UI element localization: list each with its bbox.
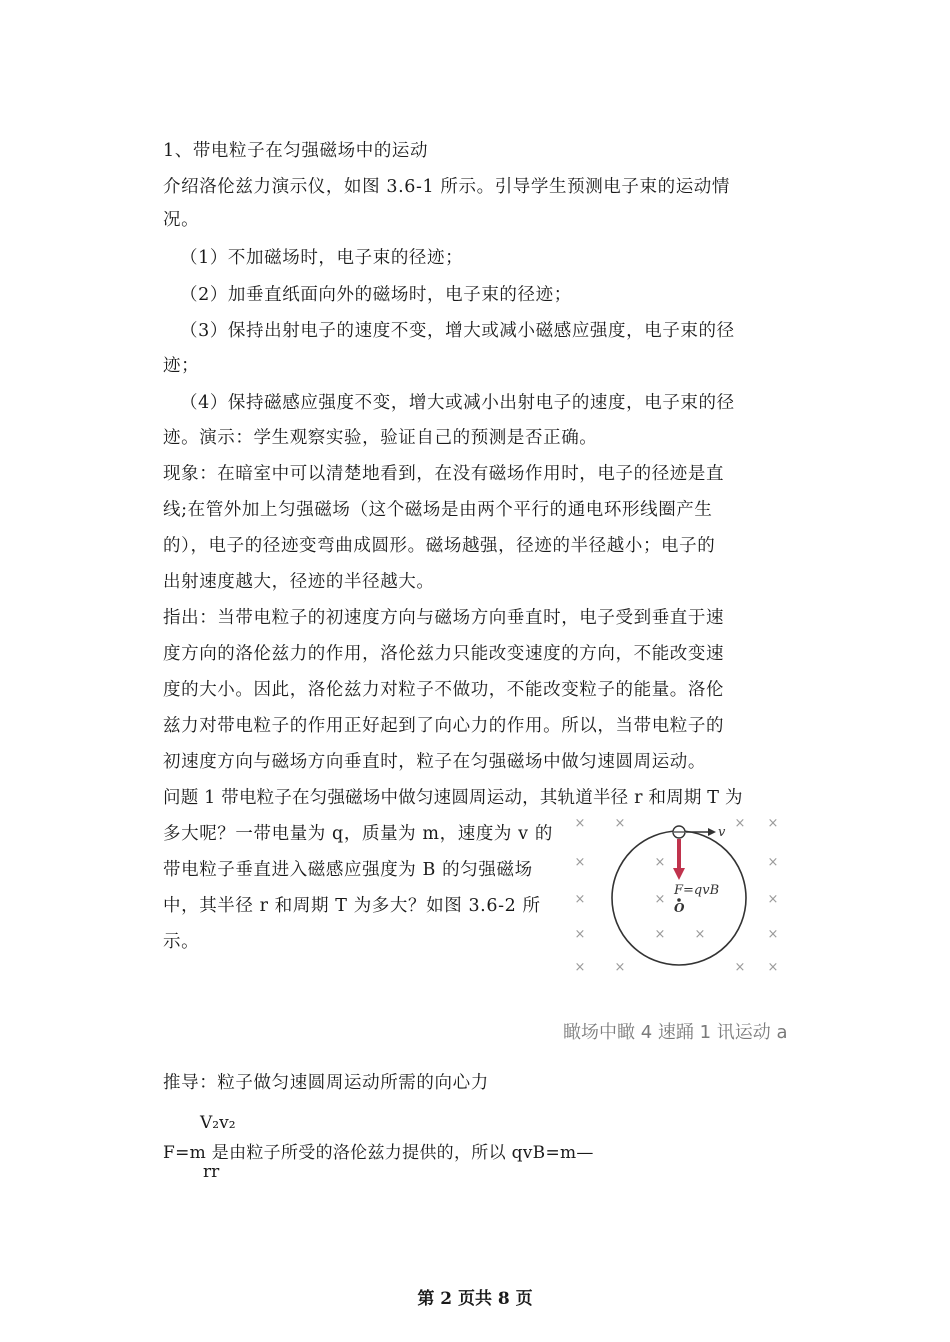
phenomenon-line: 线;在管外加上匀强磁场（这个磁场是由两个平行的通电环形线圈产生 — [163, 500, 713, 520]
phenomenon-line: 出射速度越大，径迹的半径越大。 — [163, 572, 435, 592]
field-x-mark: × — [614, 816, 626, 831]
point-out-line: 初速度方向与磁场方向垂直时，粒子在匀强磁场中做匀速圆周运动。 — [163, 752, 706, 772]
force-label: F=qvB — [674, 883, 720, 898]
formula-superscript: V₂v₂ — [200, 1113, 236, 1133]
field-x-mark: × — [767, 927, 779, 942]
field-x-mark: × — [767, 960, 779, 975]
velocity-label: v — [718, 825, 726, 840]
field-x-mark: × — [574, 927, 586, 942]
question-line: 问题 1 带电粒子在匀强磁场中做匀速圆周运动，其轨道半径 r 和周期 T 为 — [163, 788, 743, 808]
field-x-mark: × — [767, 816, 779, 831]
step-line: （4）保持磁感应强度不变，增大或减小出射电子的速度，电子束的径 — [180, 393, 735, 413]
question-line: 示。 — [163, 932, 200, 952]
field-x-mark: × — [734, 816, 746, 831]
field-x-mark: × — [574, 816, 586, 831]
field-x-mark: × — [767, 855, 779, 870]
question-line: 带电粒子垂直进入磁感应强度为 B 的匀强磁场 — [163, 860, 533, 880]
field-x-mark: × — [654, 892, 666, 907]
field-x-mark: × — [767, 892, 779, 907]
field-x-mark: × — [574, 855, 586, 870]
page-footer: 第 2 页共 8 页 — [417, 1289, 533, 1309]
intro-line: 况。 — [163, 210, 200, 230]
step-line: （3）保持出射电子的速度不变，增大或减小磁感应强度，电子束的径 — [180, 321, 735, 341]
phenomenon-line: 现象：在暗室中可以清楚地看到，在没有磁场作用时，电子的径迹是直 — [163, 464, 725, 484]
derivation-text: 推导：粒子做匀速圆周运动所需的向心力 — [163, 1073, 489, 1093]
field-x-mark: × — [614, 960, 626, 975]
point-out-line: 度方向的洛伦兹力的作用，洛伦兹力只能改变速度的方向，不能改变速 — [163, 644, 725, 664]
field-x-mark: × — [654, 927, 666, 942]
point-out-line: 度的大小。因此，洛伦兹力对粒子不做功，不能改变粒子的能量。洛伦 — [163, 680, 725, 700]
magnetic-field-figure — [568, 808, 793, 986]
step-line: 迹； — [163, 356, 200, 376]
phenomenon-line: 的），电子的径迹变弯曲成圆形。磁场越强，径迹的半径越小；电子的 — [163, 536, 716, 556]
question-line: 多大呢？一带电量为 q，质量为 m，速度为 v 的 — [163, 824, 553, 844]
formula-line: F=m 是由粒子所受的洛伦兹力提供的，所以 qvB=m— — [163, 1143, 594, 1163]
figure-caption: 瞰场中瞰 4 速踊 1 讯运动 a — [563, 1022, 788, 1043]
point-out-line: 兹力对带电粒子的作用正好起到了向心力的作用。所以，当带电粒子的 — [163, 716, 725, 736]
point-out-line: 指出：当带电粒子的初速度方向与磁场方向垂直时，电子受到垂直于速 — [163, 608, 725, 628]
field-x-mark: × — [574, 892, 586, 907]
field-x-mark: × — [734, 960, 746, 975]
step-line: 迹。演示：学生观察实验，验证自己的预测是否正确。 — [163, 428, 598, 448]
center-label: O — [674, 901, 685, 915]
field-x-mark: × — [654, 855, 666, 870]
section-title: 1、带电粒子在匀强磁场中的运动 — [163, 141, 429, 161]
field-x-mark: × — [694, 927, 706, 942]
question-line: 中，其半径 r 和周期 T 为多大？如图 3.6-2 所 — [163, 896, 541, 916]
step-line: （2）加垂直纸面向外的磁场时，电子束的径迹； — [180, 285, 572, 305]
step-line: （1）不加磁场时，电子束的径迹； — [180, 248, 464, 268]
intro-line: 介绍洛伦兹力演示仪，如图 3.6-1 所示。引导学生预测电子束的运动情 — [163, 177, 731, 197]
formula-subscript: rr — [203, 1162, 220, 1182]
field-x-mark: × — [574, 960, 586, 975]
